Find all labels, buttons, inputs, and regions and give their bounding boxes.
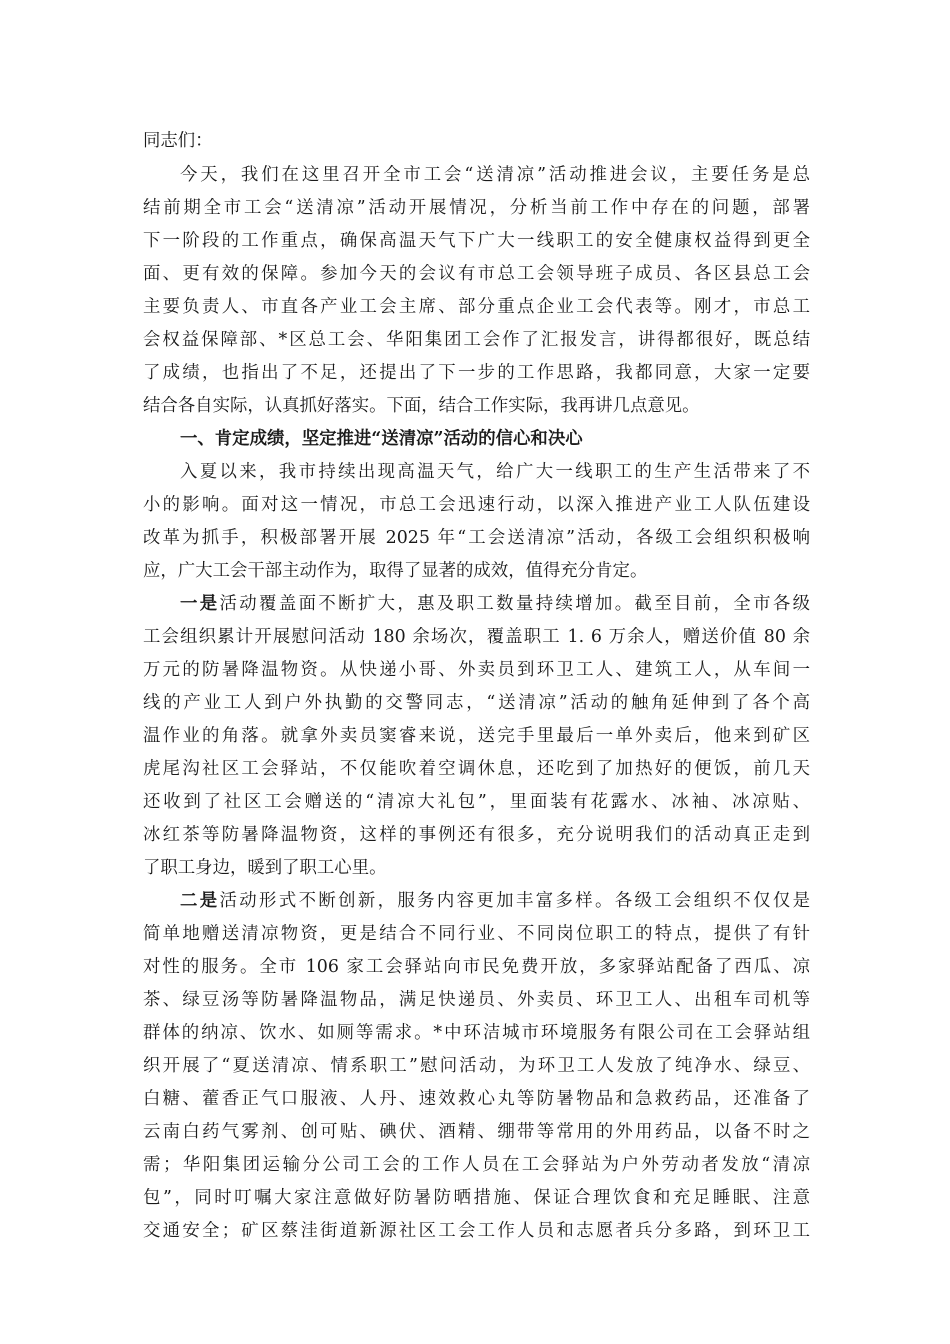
point2-line: 群体的纳凉、饮水、如厕等需求。*中环洁城市环境服务有限公司在工会驿站组 [143, 1023, 810, 1043]
intro-line: 面、更有效的保障。参加今天的会议有市总工会领导班子成员、各区县总工会 [143, 264, 810, 284]
intro-line: 了成绩，也指出了不足，还提出了下一步的工作思路，我都同意，大家一定要 [143, 363, 810, 383]
intro-line: 主要负责人、市直各产业工会主席、部分重点企业工会代表等。刚才，市总工 [143, 297, 810, 317]
point1-line: 还收到了社区工会赠送的“清凉大礼包”，里面装有花露水、冰袖、冰凉贴、 [143, 792, 810, 812]
point1-lead: 一是 [180, 594, 220, 614]
point2-first-text: 活动形式不断创新，服务内容更加丰富多样。各级工会组织不仅仅是 [219, 891, 810, 911]
point1-line: 虎尾沟社区工会驿站，不仅能吹着空调休息，还吃到了加热好的便饭，前几天 [143, 759, 810, 779]
intro-line: 今天，我们在这里召开全市工会“送清凉”活动推进会议，主要任务是总 [180, 165, 810, 185]
intro-line: 会权益保障部、*区总工会、华阳集团工会作了汇报发言，讲得都很好，既总结 [143, 330, 810, 350]
point2-lead: 二是 [180, 891, 220, 911]
point2-line: 对性的服务。全市 106 家工会驿站向市民免费开放，多家驿站配备了西瓜、凉 [143, 957, 810, 977]
section1-line: 入夏以来，我市持续出现高温天气，给广大一线职工的生产生活带来了不 [180, 462, 810, 482]
point2-line: 交通安全；矿区蔡洼街道新源社区工会工作人员和志愿者兵分多路，到环卫工 [143, 1221, 810, 1241]
intro-line: 结前期全市工会“送清凉”活动开展情况，分析当前工作中存在的问题，部署 [143, 198, 810, 218]
point2-first-line [180, 886, 810, 916]
point2-line: 云南白药气雾剂、创可贴、碘伏、酒精、绷带等常用的外用药品，以备不时之 [143, 1122, 810, 1142]
point1-line: 线的产业工人到户外执勤的交警同志，“送清凉”活动的触角延伸到了各个高 [143, 693, 810, 713]
point1-line: 工会组织累计开展慰问活动 180 余场次，覆盖职工 1. 6 万余人，赠送价值 80 余 [143, 627, 810, 647]
point1-first-line [180, 589, 810, 619]
point1-line: 了职工身边，暖到了职工心里。 [143, 858, 387, 878]
section1-line: 改革为抓手，积极部署开展 2025 年“工会送清凉”活动，各级工会组织积极响 [143, 528, 810, 548]
section1-line: 应，广大工会干部主动作为，取得了显著的成效，值得充分肯定。 [143, 561, 648, 581]
point1-line: 冰红茶等防暑降温物资，这样的事例还有很多，充分说明我们的活动真正走到 [143, 825, 810, 845]
point2-line: 织开展了“夏送清凉、情系职工”慰问活动，为环卫工人发放了纯净水、绿豆、 [143, 1056, 810, 1076]
point1-line: 万元的防暑降温物资。从快递小哥、外卖员到环卫工人、建筑工人，从车间一 [143, 660, 810, 680]
point2-line: 需；华阳集团运输分公司工会的工作人员在工会驿站为户外劳动者发放“清凉 [143, 1155, 810, 1175]
point2-line: 简单地赠送清凉物资，更是结合不同行业、不同岗位职工的特点，提供了有针 [143, 924, 810, 944]
point1-first-text: 活动覆盖面不断扩大，惠及职工数量持续增加。截至目前，全市各级 [219, 594, 810, 614]
salutation: 同志们： [143, 131, 213, 151]
section1-line: 小的影响。面对这一情况，市总工会迅速行动，以深入推进产业工人队伍建设 [143, 495, 810, 515]
intro-line: 结合各自实际，认真抓好落实。下面，结合工作实际，我再讲几点意见。 [143, 396, 700, 416]
section-heading: 一、肯定成绩，坚定推进“送清凉”活动的信心和决心 [180, 429, 583, 449]
point2-line: 茶、绿豆汤等防暑降温物品，满足快递员、外卖员、环卫工人、出租车司机等 [143, 990, 810, 1010]
point2-line: 包”，同时叮嘱大家注意做好防暑防晒措施、保证合理饮食和充足睡眠、注意 [143, 1188, 810, 1208]
point2-line: 白糖、藿香正气口服液、人丹、速效救心丸等防暑物品和急救药品，还准备了 [143, 1089, 810, 1109]
intro-line: 下一阶段的工作重点，确保高温天气下广大一线职工的安全健康权益得到更全 [143, 231, 810, 251]
point1-line: 温作业的角落。就拿外卖员窦睿来说，送完手里最后一单外卖后，他来到矿区 [143, 726, 810, 746]
